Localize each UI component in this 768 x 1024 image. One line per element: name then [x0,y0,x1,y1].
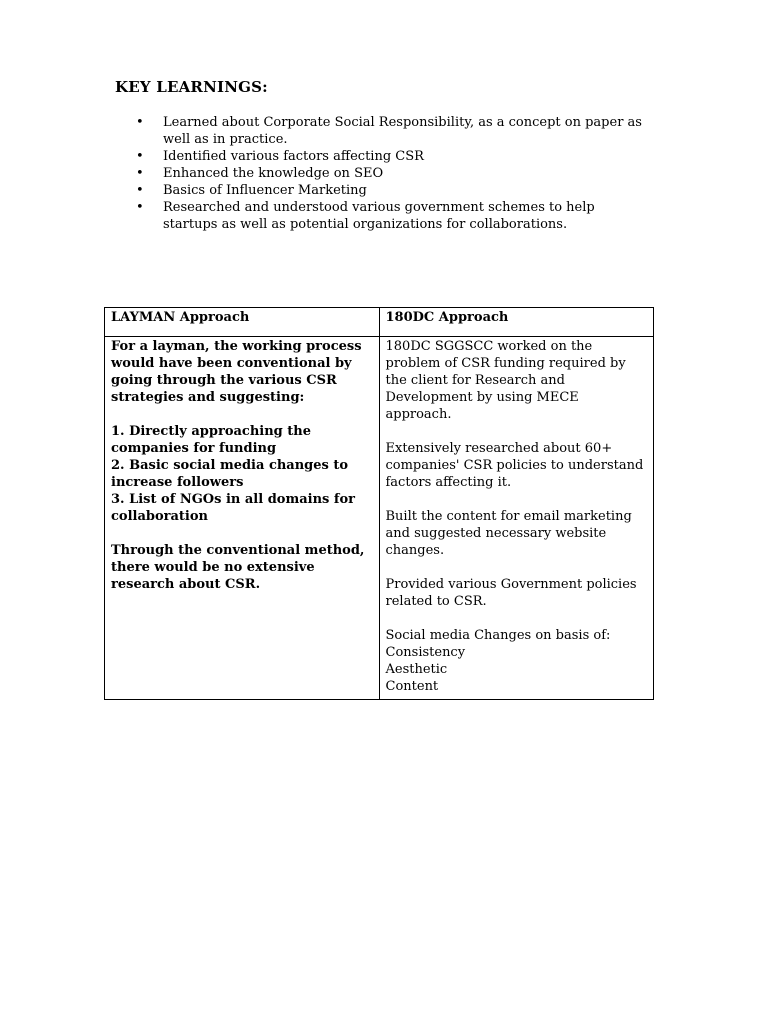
list-item [136,199,653,233]
bullet-icon: • [136,115,144,130]
layman-step-2: 2. Basic social media changes to increase followers [111,458,349,490]
list-item-text: Researched and understood various government schemes to help startups as well as potential organizations for collaborations. [163,200,595,232]
approach-comparison-table [104,307,654,700]
layman-step-1: 1. Directly approaching the companies for funding [111,424,312,456]
key-learnings-heading: KEY LEARNINGS: [115,78,268,96]
layman-conclusion: Through the conventional method, there would be no extensive research about CSR. [111,543,365,592]
list-item [136,165,653,182]
list-item [136,148,653,165]
list-item-text: Basics of Influencer Marketing [163,183,367,198]
header-180dc-approach: 180DC Approach [379,308,654,337]
list-item [136,114,653,148]
layman-step-3: 3. List of NGOs in all domains for collaboration [111,492,355,524]
key-learnings-list [136,114,653,233]
table-header-row [105,308,654,337]
dc180-paragraph-4: Provided various Government policies related to CSR. [385,577,637,609]
180dc-approach-cell [379,337,654,700]
list-item-text: Learned about Corporate Social Responsibility, as a concept on paper as well as in practice. [163,115,642,147]
list-item [136,182,653,199]
dc180-paragraph-1: 180DC SGGSCC worked on the problem of CSR funding required by the client for Research and Development by using MECE approach. [385,339,626,422]
dc180-paragraph-2: Extensively researched about 60+ companies' CSR policies to understand factors affecting it. [385,441,644,490]
table-row [105,337,654,700]
header-layman-approach: LAYMAN Approach [105,308,380,337]
layman-approach-cell [105,337,380,700]
bullet-icon: • [136,166,144,181]
layman-intro: For a layman, the working process would have been conventional by going through the various CSR strategies and suggesting: [111,339,362,405]
dc180-social-item: Consistency [385,645,466,660]
dc180-paragraph-3: Built the content for email marketing and suggested necessary website changes. [385,509,632,558]
list-item-text: Identified various factors affecting CSR [163,149,424,164]
bullet-icon: • [136,200,144,215]
dc180-social-item: Content [385,679,439,694]
list-item-text: Enhanced the knowledge on SEO [163,166,384,181]
dc180-social-item: Aesthetic [385,662,448,677]
bullet-icon: • [136,149,144,164]
dc180-social-media-title: Social media Changes on basis of: [385,628,611,643]
bullet-icon: • [136,183,144,198]
